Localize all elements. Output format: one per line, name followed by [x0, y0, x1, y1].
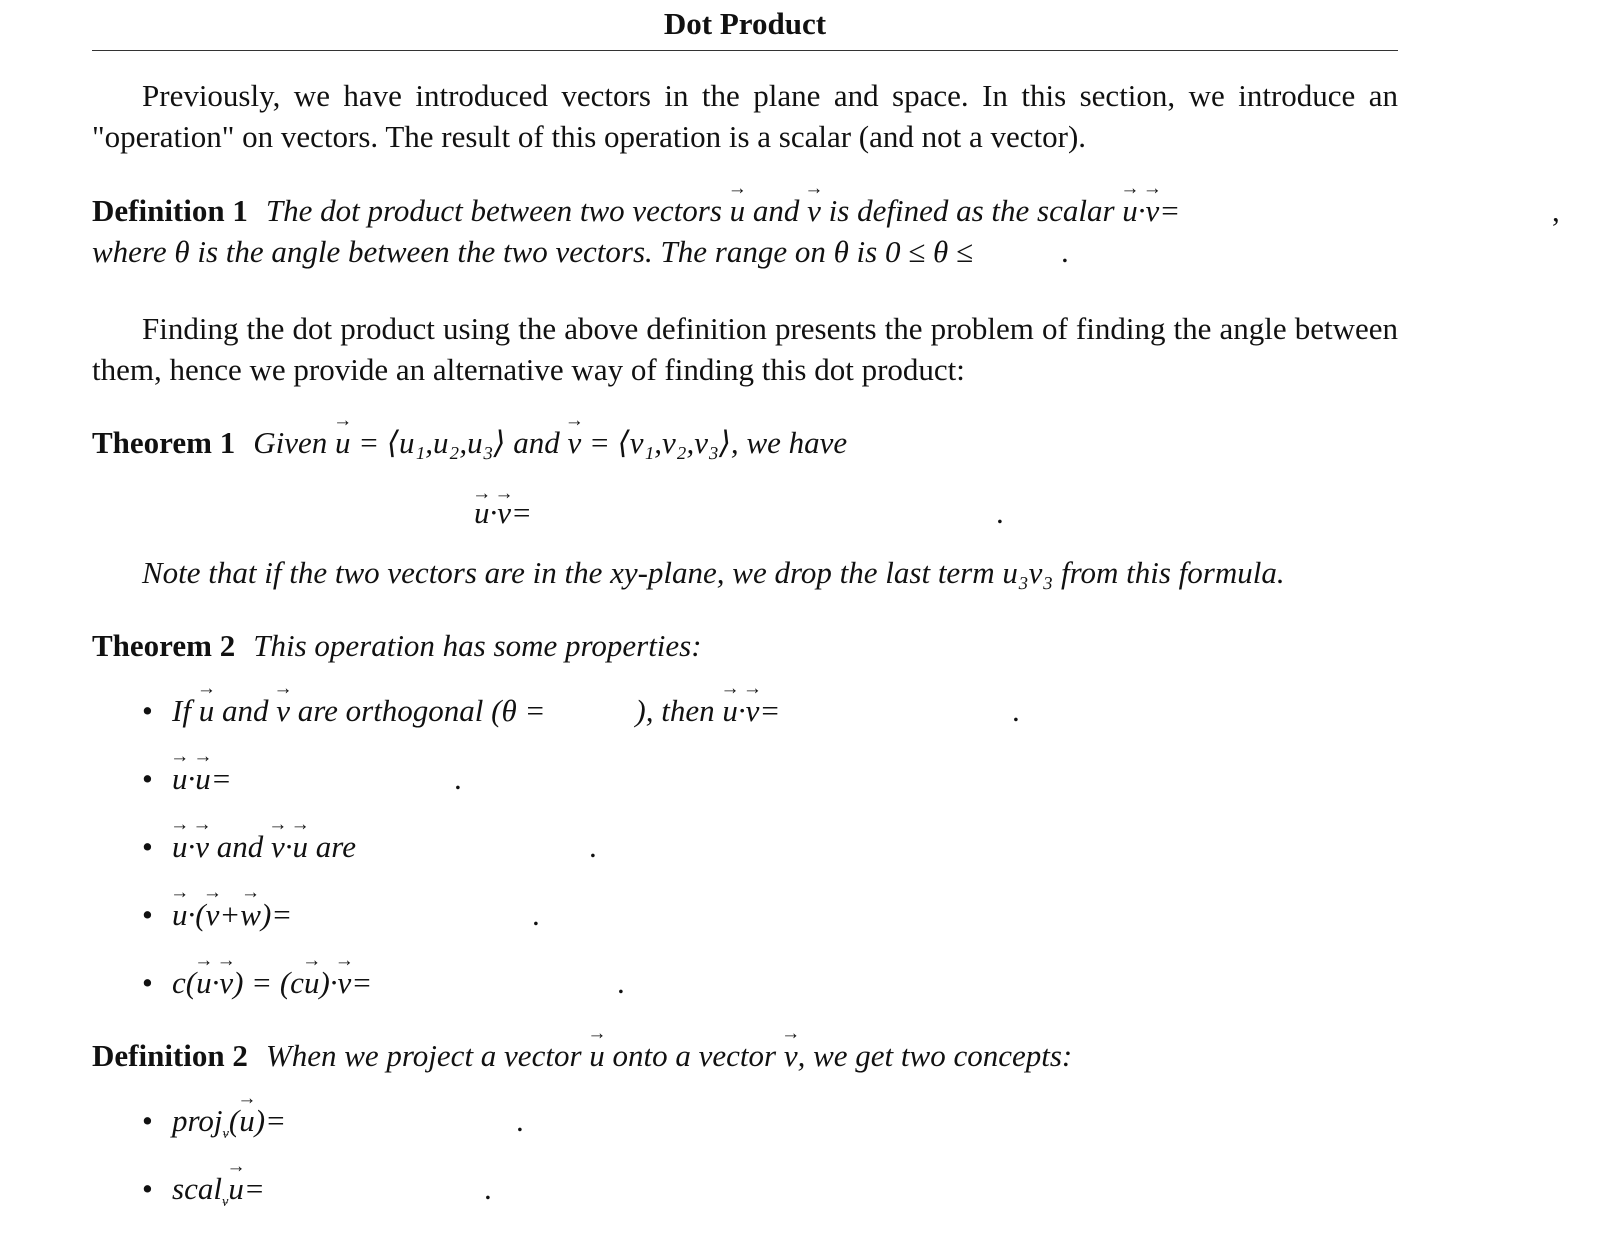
finding-paragraph: Finding the dot product using the above definition presents the problem of finding the angle between them, hence we provide an alternative way of finding this dot product: [92, 311, 1398, 387]
list-item: • → u·→ u= . [92, 758, 1398, 799]
display-equation-lhs: → u·→ v= [474, 495, 532, 531]
definition-2-text: When we project a vector → u onto a vector → v, we get two concepts: [266, 1038, 1072, 1073]
theorem-1-label: Theorem 1 [92, 425, 236, 460]
definition-1-text: The dot product between two vectors → u and → v is defined as the scalar → u·→ v= [266, 193, 1180, 228]
definition-1 [92, 190, 1560, 272]
display-equation-period: . [996, 495, 1004, 530]
definition-2-concepts-list [92, 1100, 1398, 1209]
page-title: Dot Product [663, 6, 827, 41]
page [92, 0, 1560, 1211]
definition-1-trailing-comma: , [1552, 193, 1560, 228]
list-item: • → u·(→ v+→ w)= . [92, 894, 1398, 935]
title-rule [92, 50, 1398, 51]
theorem-2-label: Theorem 2 [92, 628, 236, 663]
definition-2-label: Definition 2 [92, 1038, 248, 1073]
theorem-1-text: Given → u = ⟨u₁,u₂,u₃⟩ and → v = ⟨v₁,v₂,v₃⟩, we have [253, 425, 847, 460]
definition-2 [92, 1035, 1398, 1076]
theorem-2-properties-list [92, 690, 1398, 1003]
list-item: • → u·→ v and → v·→ u are . [92, 826, 1398, 867]
list-item: • proj$_v$(→ u)= . [92, 1100, 1398, 1141]
theorem-1-display-equation [92, 495, 1398, 536]
intro-paragraph: Previously, we have introduced vectors in the plane and space. In this section, we introduce an "operation" on vectors. The result of this operation is a scalar (and not a vector). [92, 78, 1398, 154]
definition-1-line-2: where θ is the angle between the two vectors. The range on θ is 0 ≤ θ ≤ . [92, 234, 1069, 269]
theorem-2-intro: This operation has some properties: [253, 628, 702, 663]
theorem-2 [92, 625, 1398, 666]
theorem-1-note: Note that if the two vectors are in the xy-plane, we drop the last term u₃v₃ from this formula. [142, 555, 1285, 590]
list-item: • If → u and → v are orthogonal (θ = ), then → u·→ v= . [92, 690, 1398, 731]
list-item: • c(→ u·→ v) = (c→ u)·→ v= . [92, 962, 1398, 1003]
list-item: • scal$_v$→ u= . [92, 1168, 1398, 1209]
theorem-1 [92, 422, 1398, 463]
definition-1-label: Definition 1 [92, 193, 248, 228]
